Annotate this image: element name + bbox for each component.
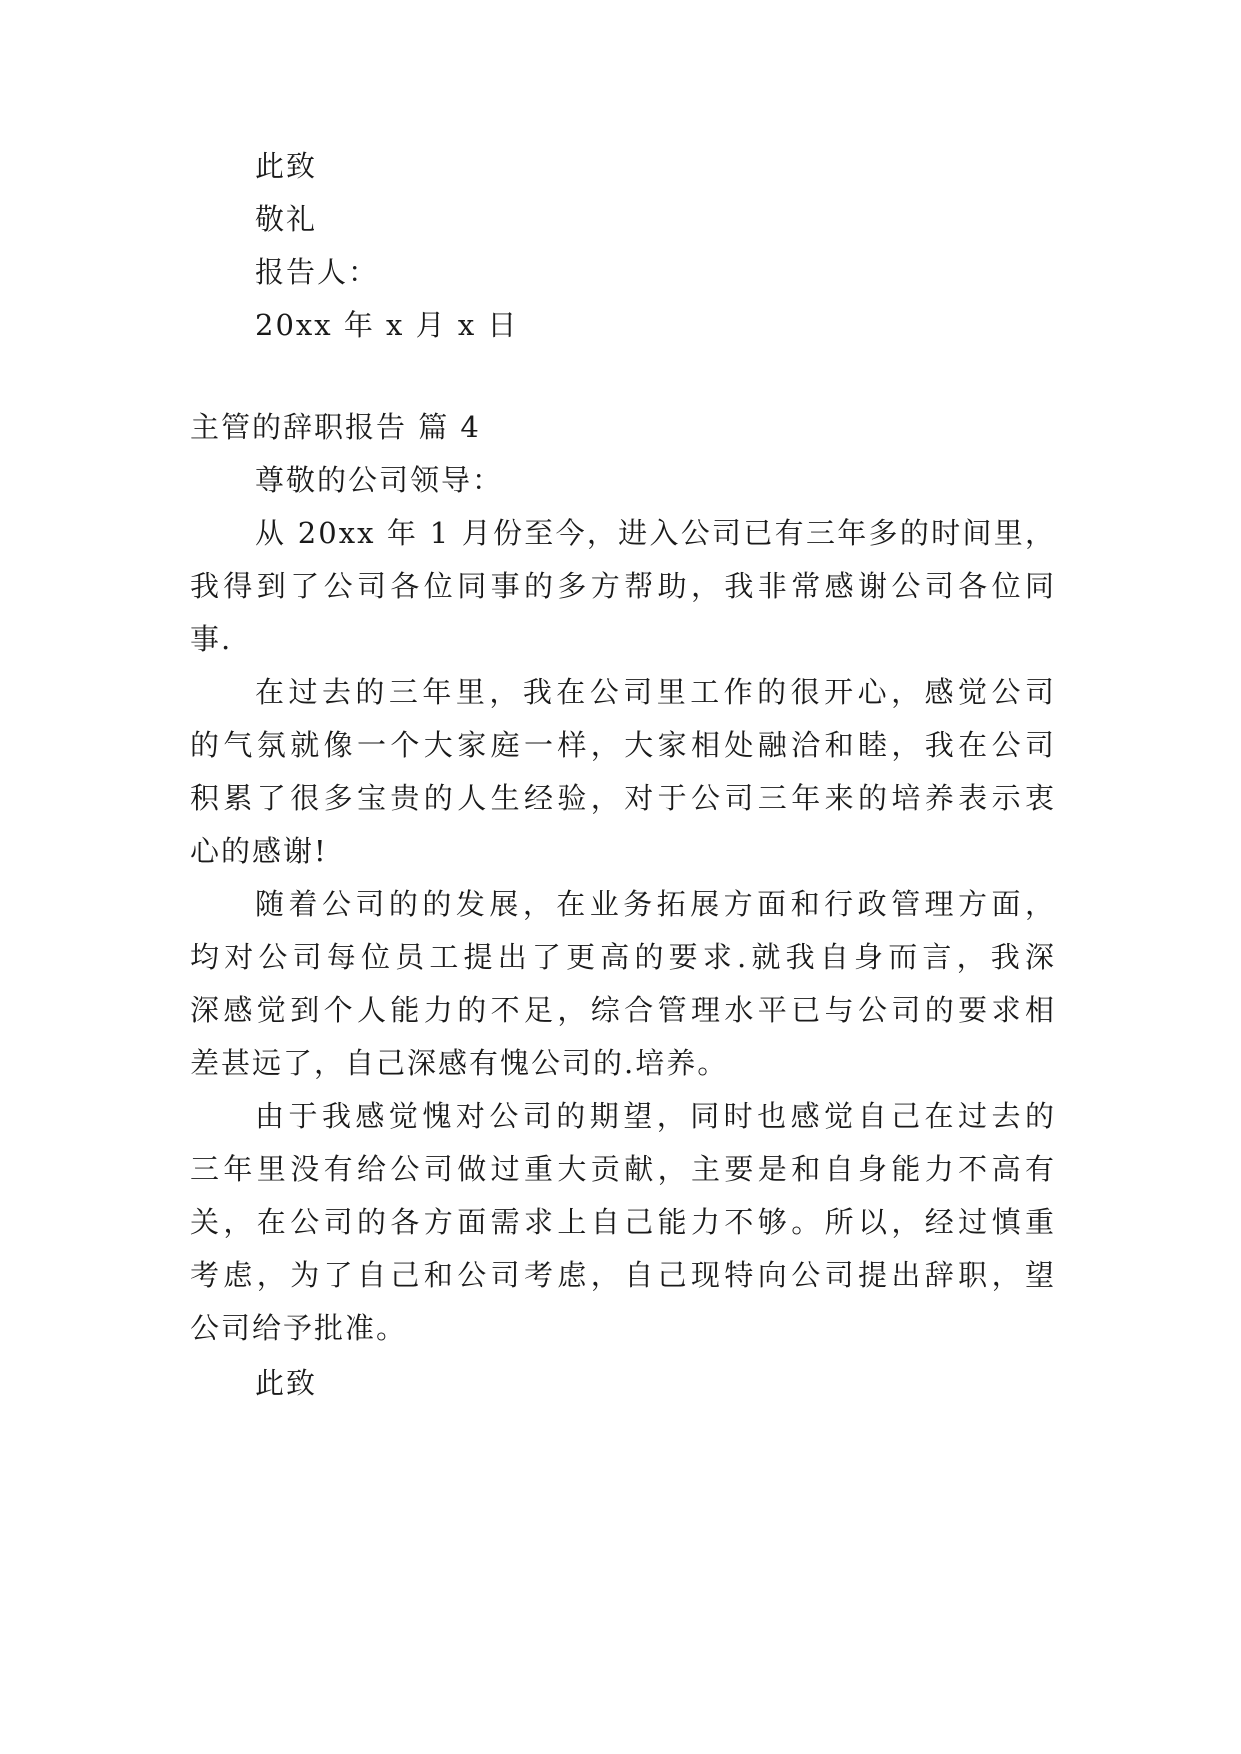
closing-regards: 敬礼 xyxy=(255,202,318,236)
paragraph-line: 的气氛就像一个大家庭一样，大家相处融洽和睦，我在公司 xyxy=(190,728,1056,762)
paragraph-line: 关，在公司的各方面需求上自己能力不够。所以，经过慎重 xyxy=(190,1205,1056,1239)
paragraph-line: 从 20xx 年 1 月份至今，进入公司已有三年多的时间里， xyxy=(255,516,1056,550)
paragraph-line: 均对公司每位员工提出了更高的要求.就我自身而言，我深 xyxy=(190,940,1056,974)
greeting: 尊敬的公司领导： xyxy=(255,463,504,497)
paragraph-line: 深感觉到个人能力的不足，综合管理水平已与公司的要求相 xyxy=(190,993,1056,1027)
report-date: 20xx 年 x 月 x 日 xyxy=(255,308,519,342)
reporter-label: 报告人： xyxy=(255,255,380,289)
paragraph-line: 在过去的三年里，我在公司里工作的很开心，感觉公司 xyxy=(255,675,1056,709)
paragraph-line: 三年里没有给公司做过重大贡献，主要是和自身能力不高有 xyxy=(190,1152,1056,1186)
paragraph-line: 事. xyxy=(190,622,233,656)
paragraph-line: 积累了很多宝贵的人生经验，对于公司三年来的培养表示衷 xyxy=(190,781,1056,815)
closing-salutation: 此致 xyxy=(255,149,318,183)
paragraph-line: 心的感谢! xyxy=(190,834,328,868)
paragraph-line: 公司给予批准。 xyxy=(190,1311,408,1345)
paragraph-line: 我得到了公司各位同事的多方帮助，我非常感谢公司各位同 xyxy=(190,569,1056,603)
closing-salutation-2: 此致 xyxy=(255,1366,318,1400)
paragraph-line: 考虑，为了自己和公司考虑，自己现特向公司提出辞职，望 xyxy=(190,1258,1056,1292)
paragraph-line: 随着公司的的发展，在业务拓展方面和行政管理方面， xyxy=(255,887,1056,921)
paragraph-line: 由于我感觉愧对公司的期望，同时也感觉自己在过去的 xyxy=(255,1099,1056,1133)
paragraph-line: 差甚远了，自己深感有愧公司的.培养。 xyxy=(190,1046,729,1080)
section-title: 主管的辞职报告 篇 4 xyxy=(190,410,481,444)
